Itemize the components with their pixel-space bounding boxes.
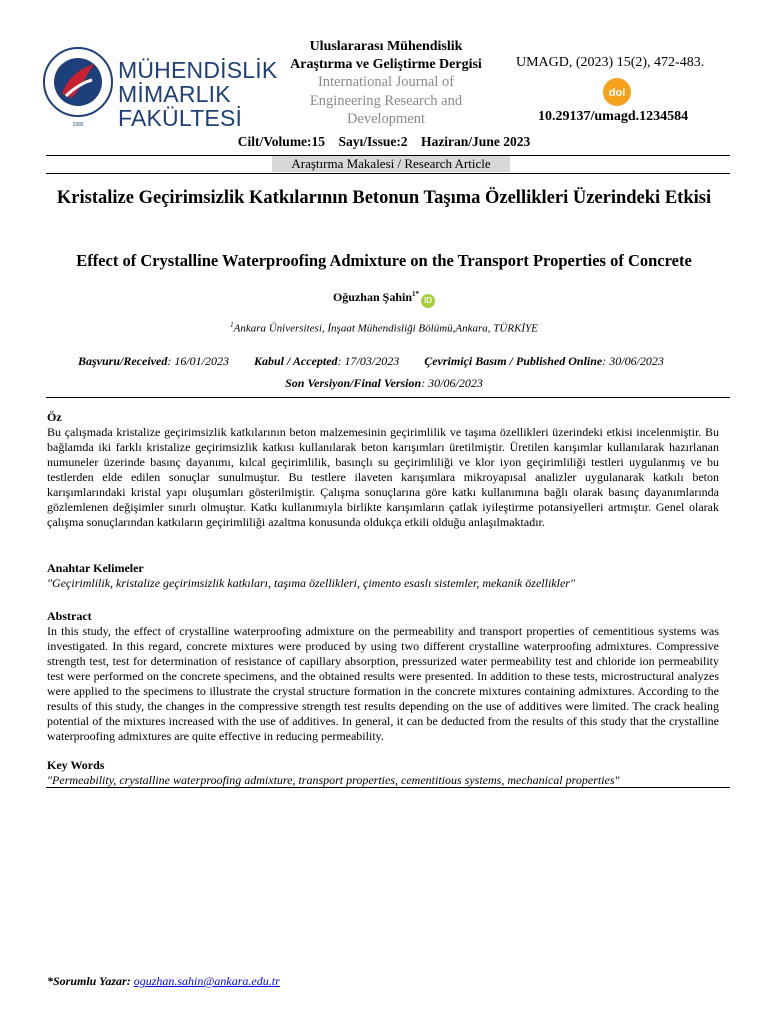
- received-date: : 16/01/2023: [167, 354, 229, 368]
- citation: UMAGD, (2023) 15(2), 472-483.: [516, 55, 705, 70]
- corresponding-author: [47, 974, 280, 989]
- journal-en-line3: Development: [346, 111, 426, 127]
- faculty-seal-logo: [42, 42, 114, 132]
- anahtar-text: "Geçirimlilik, kristalize geçirimsizlik katkıları, taşıma özellikleri, çimento esaslı sistemler, mekanik özellikler": [47, 576, 575, 590]
- accepted-date: : 17/03/2023: [337, 354, 400, 368]
- dates-line: [78, 354, 664, 369]
- affiliation-text: Ankara Üniversitesi, İnşaat Mühendisliği Bölümü,Ankara, TÜRKİYE: [233, 322, 538, 335]
- title-turkish: Kristalize Geçirimsizlik Katkılarının Betonun Taşıma Özellikleri Üzerindeki Etkisi: [56, 188, 712, 208]
- keywords-rule: [46, 787, 730, 788]
- journal-tr-line1: Uluslararası Mühendislik: [309, 39, 463, 54]
- abstract-section: [47, 609, 719, 744]
- journal-en-line2: Engineering Research and: [309, 92, 463, 109]
- author-name: Oğuzhan Şahin: [332, 290, 413, 304]
- volume-issue: Cilt/Volume:15 Sayı/Issue:2 Haziran/June 2023: [237, 134, 531, 149]
- header-rule-bottom: [46, 173, 730, 174]
- keywords-section: [47, 758, 719, 788]
- doi-icon: [600, 77, 634, 107]
- journal-name: [286, 38, 486, 129]
- faculty-logo-text: [118, 58, 277, 130]
- doi-link[interactable]: 10.29137/umagd.1234584: [538, 109, 689, 124]
- logo-line-3: FAKÜLTESİ: [118, 105, 243, 131]
- logo-line-1: MÜHENDİSLİK: [118, 57, 278, 83]
- dates-rule: [46, 397, 730, 398]
- final-version-line: [0, 376, 768, 391]
- doi-logo-text: doi: [608, 87, 626, 99]
- article-type-badge: Araştırma Makalesi / Research Article: [272, 156, 510, 172]
- abstract-heading: Abstract: [47, 609, 92, 623]
- final-label: Son Versiyon/Final Version: [285, 376, 422, 390]
- oz-heading: Öz: [47, 410, 62, 424]
- journal-en-line1: International Journal of: [317, 74, 455, 90]
- accepted-label: Kabul / Accepted: [254, 354, 338, 368]
- online-date: : 30/06/2023: [602, 354, 664, 368]
- logo-line-2: MİMARLIK: [118, 81, 231, 107]
- online-label: Çevrimiçi Basım / Published Online: [424, 354, 603, 368]
- author-line: [0, 290, 768, 308]
- keywords-heading: Key Words: [47, 758, 105, 772]
- author-sup: 1*: [412, 290, 420, 298]
- affiliation-sup: 1: [230, 321, 234, 329]
- final-date: : 30/06/2023: [421, 376, 483, 390]
- oz-section: [47, 410, 719, 530]
- keywords-text: "Permeability, crystalline waterproofing admixture, transport properties, cementitious systems, mechanical properties": [47, 773, 620, 787]
- journal-tr-line2: Araştırma ve Geliştirme Dergisi: [290, 56, 482, 72]
- anahtar-heading: Anahtar Kelimeler: [47, 561, 144, 575]
- author-email-link[interactable]: oguzhan.sahin@ankara.edu.tr: [133, 974, 280, 988]
- footer-label: *Sorumlu Yazar:: [47, 974, 134, 988]
- svg-text:1992: 1992: [72, 122, 84, 128]
- received-label: Başvuru/Received: [78, 354, 168, 368]
- anahtar-section: [47, 561, 719, 591]
- abstract-text: In this study, the effect of crystalline waterproofing admixture on the permeability and transport properties of cementitious systems was investigated. In this regard, concrete mixtures were produced by using two different crystalline waterproofing admixtures. Compressive strength test, test for determination of resistance of capillary absorption, pressurized water permeability test and chloride ion permeability test were performed on the concrete specimens, and the obtained results were presented. In addition to these tests, microstructural analyzes were applied to the specimens to illustrate the crystal structure formation in the concrete mixtures containing admixtures. According to the results of this study, the changes in the compressive strength test results depending on the use of additives were limited. The crack healing potential of the mixtures increased with the use of additives. In general, it can be deducted from the results of this study that the crystalline waterproofing admixtures are quite effective in reducing permeability.: [47, 624, 719, 743]
- title-english: Effect of Crystalline Waterproofing Admixture on the Transport Properties of Concrete: [76, 251, 692, 270]
- affiliation: [0, 321, 768, 335]
- oz-text: Bu çalışmada kristalize geçirimsizlik katkılarının beton malzemesinin geçirimlilik ve taşıma özellikleri üzerindeki etkisi incelenmiştir. Bu bağlamda iki farklı kristalize geçirimsizlik katkısı kullanılarak beton karışımları üretilmiştir. Üretilen karışımlar kullanılarak hazırlanan numuneler üzerinde basınç dayanımı, kılcal geçirimlilik, basınçlı su geçirimliliği ve klor iyon geçirimliliği testleri uygulanmış ve bu testlerden elde edilen sonuçlar sunulmuştur. Bu testlere ilaveten karışımlara mikroyapısal analizler uygulanarak katkılı beton karışımlarındaki kristal yapı oluşumları gösterilmiştir. Çalışma sonuçlarına göre katkı kullanımına bağlı olarak basınç dayanımlarında gözlemlenen değişimler sınırlı olmuştur. Katkı kullanımıyla birlikte karışımların çatlak iyileştirme potansiyelleri artmıştır. Genel olarak çalışma sonuçlarından katkıların geçirimliliği azaltma konusunda oldukça etkili olduğu anlaşılmaktadır.: [47, 425, 719, 529]
- orcid-icon[interactable]: iD: [421, 294, 435, 308]
